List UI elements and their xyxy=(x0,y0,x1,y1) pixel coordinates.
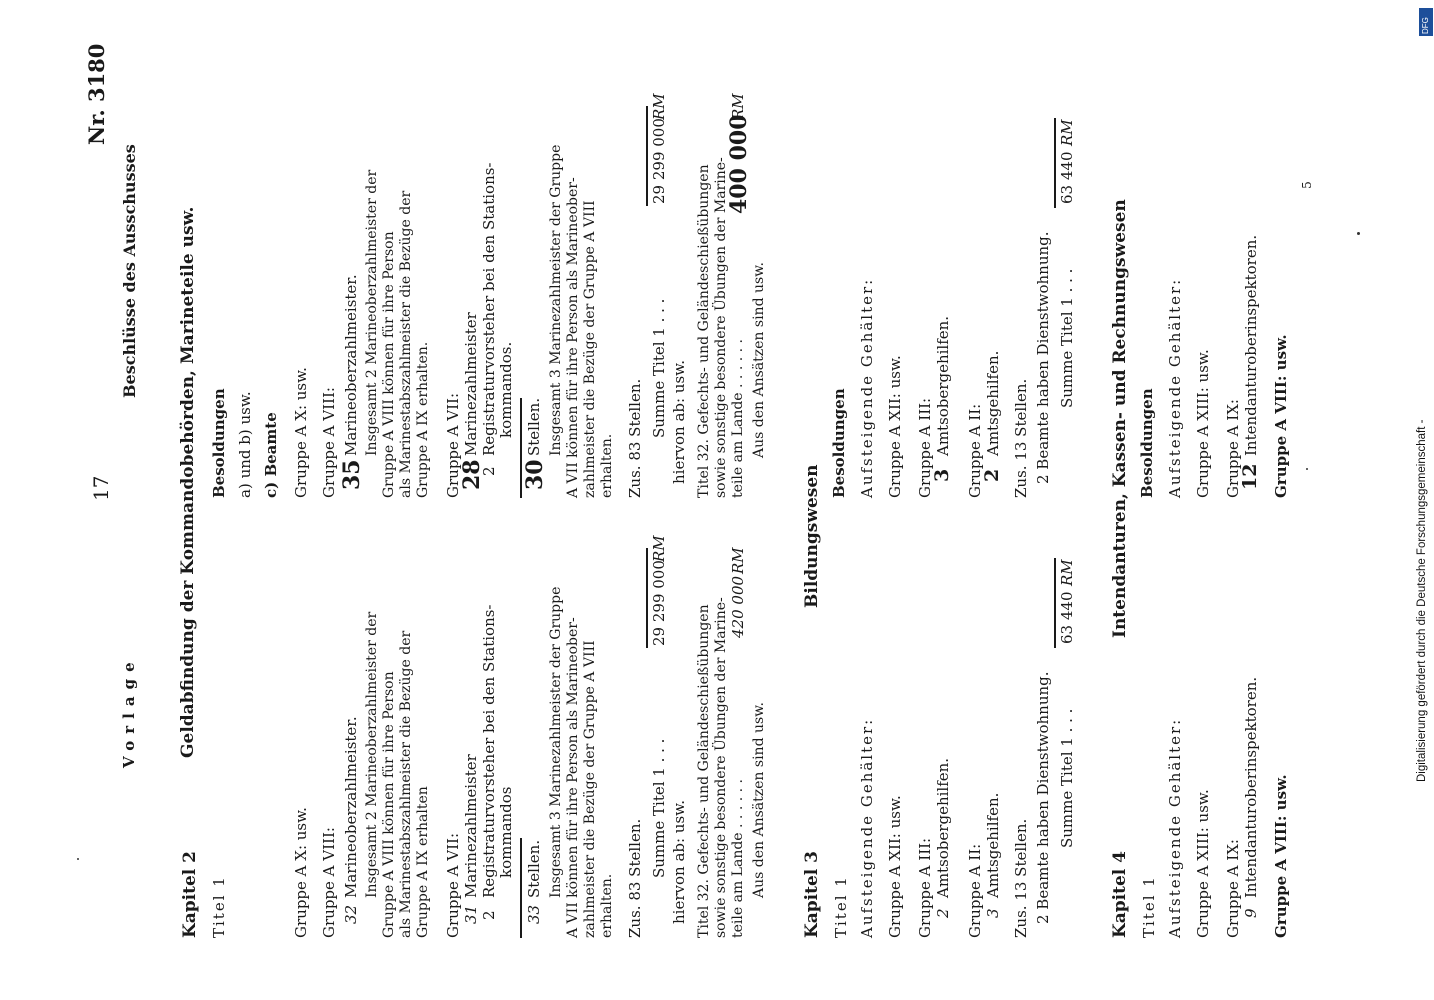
r-gruppe-a-ix: Gruppe A IX: xyxy=(1224,399,1242,498)
r-total-label: Stellen. xyxy=(525,397,543,456)
g8-count: 32 xyxy=(342,904,360,924)
g8-note-4: Gruppe A IX erhalten xyxy=(415,786,431,938)
titel-32-1: Titel 32. Gefechts- und Geländeschießübungen xyxy=(696,604,712,938)
r-total-count: 30 xyxy=(522,459,548,490)
gruppe-a-ii: Gruppe A II: xyxy=(966,843,984,938)
kapitel-4: Kapitel 4 xyxy=(1110,850,1130,938)
r-summe3-rm: RM xyxy=(1058,119,1076,146)
gruppe-a-xii: Gruppe A XII: usw. xyxy=(886,795,904,938)
beschluesse-heading: Beschlüsse des Ausschusses xyxy=(120,144,139,398)
rm-unit: RM xyxy=(650,535,668,562)
r-g3-count: 3 xyxy=(931,468,953,482)
gruppe-a-viii-usw: Gruppe A VIII: usw. xyxy=(1272,774,1290,938)
kapitel-3: Kapitel 3 xyxy=(802,850,822,938)
r-gruppe-a-xiii: Gruppe A XIII: usw. xyxy=(1194,349,1212,498)
r-k3-aufsteigende: Aufsteigende Gehälter: xyxy=(858,277,876,498)
r-titel-32-2: sowie sonstige besondere Übungen der Marine- xyxy=(713,157,729,498)
r-g7-count2: 2 xyxy=(480,466,498,476)
dfg-logo: DFG xyxy=(1419,8,1433,36)
g7-count: 31 xyxy=(462,904,480,924)
g2-count: 3 xyxy=(984,908,1002,918)
r-zus-83: Zus. 83 Stellen. xyxy=(626,378,644,498)
r-g3-role: Amtsobergehilfen. xyxy=(934,315,952,456)
kapitel-2: Kapitel 2 xyxy=(180,850,200,938)
kapitel-2-title: Geldabfindung der Kommandobehörden, Marineteile usw. xyxy=(178,206,198,758)
dfg-credit xyxy=(1416,392,1434,782)
g7-role: Marinezahlmeister xyxy=(462,754,480,898)
rotated-document xyxy=(62,43,1434,938)
r-summe-titel-1: Summe Titel 1 . . . xyxy=(650,298,668,438)
r-g7-role2: Registraturvorsteher bei den Stations- xyxy=(480,162,498,456)
summe-titel-1: Summe Titel 1 . . . xyxy=(650,738,668,878)
r-gruppe-a-x: Gruppe A X: usw. xyxy=(292,367,310,498)
c-beamte: c) Beamte xyxy=(262,412,280,498)
titel-32-amount: 420 000 xyxy=(729,575,747,638)
k4-titel-1: Titel 1 xyxy=(1140,875,1158,938)
k3-aufsteigende: Aufsteigende Gehälter: xyxy=(858,717,876,938)
r-g7-role: Marinezahlmeister xyxy=(462,312,480,456)
summe3-amount: 63 440 xyxy=(1058,591,1076,644)
doc-number: Nr. 3180 xyxy=(84,43,109,145)
r-gruppe-a-ii: Gruppe A II: xyxy=(966,403,984,498)
total-note-3: zahlmeister die Bezüge der Gruppe A VIII xyxy=(582,640,598,938)
r-summe3-titel-1: Summe Titel 1 . . . xyxy=(1058,268,1076,408)
g7-role2b: kommandos xyxy=(497,786,515,878)
page-number: 17 xyxy=(89,475,113,501)
r-titel-32-rm: RM xyxy=(729,93,747,120)
r-kapitel-4-title: Intendanturen, Kassen- und Rechnungswesen xyxy=(1110,199,1130,638)
g8-role: Marineoberzahlmeister. xyxy=(342,716,360,898)
r-titel-32-3: teile am Lande . . . . . . xyxy=(730,339,746,498)
total-count: 33 xyxy=(525,904,543,924)
r-g2-role: Amtsgehilfen. xyxy=(984,350,1002,456)
g8-note-2: Gruppe A VIII können für ihre Person xyxy=(381,671,397,938)
summe3-rm: RM xyxy=(1058,559,1076,586)
g2-role: Amtsgehilfen. xyxy=(984,792,1002,898)
small-page-number: 5 xyxy=(1299,181,1314,189)
r-g8-note-2: Gruppe A VIII können für ihre Person xyxy=(381,231,397,498)
r-total-note-2: A VII können für ihre Person als Marineober- xyxy=(565,177,581,498)
total-note-4: erhalten. xyxy=(599,873,615,938)
k3-titel-1: Titel 1 xyxy=(832,875,850,938)
r-summe-amount: 29 299 000 xyxy=(650,118,668,204)
scan-speck xyxy=(1357,232,1360,235)
r-g8-note-4: Gruppe A IX erhalten. xyxy=(415,341,431,498)
gruppe-a-iii: Gruppe A III: xyxy=(916,837,934,938)
r-k4-aufsteigende: Aufsteigende Gehälter: xyxy=(1166,277,1184,498)
total-note-1: Insgesamt 3 Marinezahlmeister der Gruppe xyxy=(548,586,564,898)
anfaetzen: Aus den Ansätzen sind usw. xyxy=(751,702,767,898)
gruppe-a-xiii: Gruppe A XIII: usw. xyxy=(1194,789,1212,938)
r-gruppe-a-viii-usw: Gruppe A VIII: usw. xyxy=(1272,334,1290,498)
titel-32-3: teile am Lande . . . . . . xyxy=(730,779,746,938)
dfg-credit-text: Digitalisierung gefördert durch die Deutsche Forschungsgemeinschaft - xyxy=(1416,419,1428,782)
g9-count: 9 xyxy=(1242,908,1260,918)
r-summe3-amount: 63 440 xyxy=(1058,151,1076,204)
r-titel-32-1: Titel 32. Gefechts- und Geländeschießübungen xyxy=(696,164,712,498)
k4-aufsteigende: Aufsteigende Gehälter: xyxy=(1166,717,1184,938)
summe-rule xyxy=(646,548,648,648)
r-gruppe-a-vii: Gruppe A VII: xyxy=(444,393,462,498)
gruppe-a-x: Gruppe A X: usw. xyxy=(292,807,310,938)
titel-1: Titel 1 xyxy=(210,875,228,938)
g7-count2: 2 xyxy=(480,910,498,920)
r-g8-role: Marineoberzahlmeister. xyxy=(342,274,360,456)
r-g7-role2b: kommandos. xyxy=(497,341,515,438)
titel-32-rm: RM xyxy=(729,547,747,574)
summe3-titel-1: Summe Titel 1 . . . xyxy=(1058,708,1076,848)
total-note-2: A VII können für ihre Person als Marineober- xyxy=(565,617,581,938)
r-total-note-3: zahlmeister die Bezüge der Gruppe A VIII xyxy=(582,200,598,498)
sum-rule xyxy=(520,838,522,938)
vorlage-heading: Vorlage xyxy=(120,655,138,768)
r-gruppe-a-iii: Gruppe A III: xyxy=(916,397,934,498)
r-gruppe-a-viii: Gruppe A VIII: xyxy=(320,387,338,498)
r-zus-13: Zus. 13 Stellen. xyxy=(1012,378,1030,498)
r-k4-besoldungen: Besoldungen xyxy=(1138,388,1156,498)
zus-13: Zus. 13 Stellen. xyxy=(1012,818,1030,938)
r-gruppe-a-xii: Gruppe A XII: usw. xyxy=(886,355,904,498)
g3-role: Amtsobergehilfen. xyxy=(934,757,952,898)
r-total-note-4: erhalten. xyxy=(599,433,615,498)
r-rm-unit: RM xyxy=(650,93,668,120)
r-titel-32-amount: 400 000 xyxy=(726,114,752,214)
r-total-note-1: Insgesamt 3 Marinezahlmeister der Gruppe xyxy=(548,144,564,456)
r-g2-count: 2 xyxy=(981,468,1003,482)
scan-speck xyxy=(1306,468,1308,470)
r-g9-count: 12 xyxy=(1239,463,1261,490)
r-dienstwohnung: 2 Beamte haben Dienstwohnung. xyxy=(1034,231,1052,484)
dienstwohnung: 2 Beamte haben Dienstwohnung. xyxy=(1034,671,1052,924)
summe-amount: 29 299 000 xyxy=(650,560,668,646)
r-g7-count: 28 xyxy=(459,459,485,490)
g7-role2: Registraturvorsteher bei den Stations- xyxy=(480,604,498,898)
r-g9-role: Intendanturoberinspektoren. xyxy=(1242,234,1260,456)
r-g8-count: 35 xyxy=(339,459,365,490)
besoldungen-heading: Besoldungen xyxy=(210,388,228,498)
titel-32-2: sowie sonstige besondere Übungen der Marine- xyxy=(713,597,729,938)
g9-role: Intendanturoberinspektoren. xyxy=(1242,676,1260,898)
gruppe-a-ix: Gruppe A IX: xyxy=(1224,839,1242,938)
total-label: Stellen. xyxy=(525,839,543,898)
zus-83: Zus. 83 Stellen. xyxy=(626,818,644,938)
g8-note-3: als Marinestabszahlmeister die Bezüge der xyxy=(398,630,414,938)
g3-count: 2 xyxy=(934,908,952,918)
r-anfaetzen: Aus den Ansätzen sind usw. xyxy=(751,262,767,458)
ab-line: a) und b) usw. xyxy=(236,391,254,498)
gruppe-a-viii: Gruppe A VIII: xyxy=(320,827,338,938)
scan-speck xyxy=(77,858,79,860)
r-k3-besoldungen: Besoldungen xyxy=(830,388,848,498)
g8-note-1: Insgesamt 2 Marineoberzahlmeister der xyxy=(364,611,380,898)
gruppe-a-vii: Gruppe A VII: xyxy=(444,833,462,938)
r-g8-note-1: Insgesamt 2 Marineoberzahlmeister der xyxy=(364,169,380,456)
bildungswesen: Bildungswesen xyxy=(802,464,822,608)
r-g8-note-3: als Marinestabszahlmeister die Bezüge der xyxy=(398,190,414,498)
hiervon: hiervon ab: usw. xyxy=(670,800,688,924)
r-hiervon: hiervon ab: usw. xyxy=(670,360,688,484)
